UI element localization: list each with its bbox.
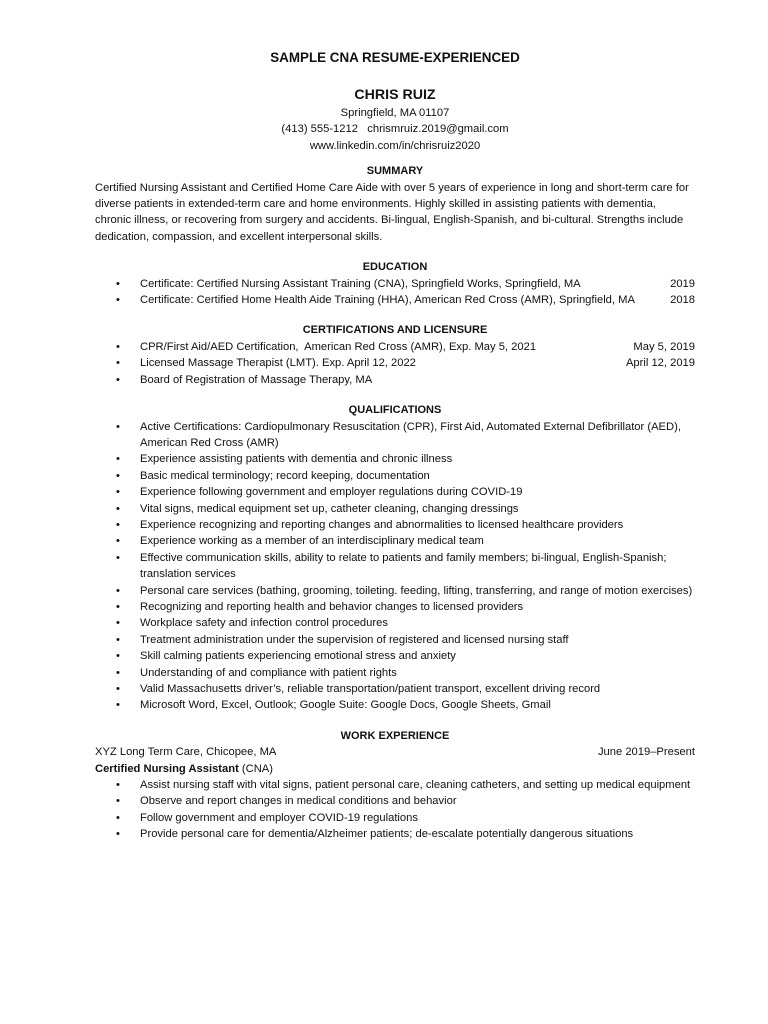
list-item: • Observe and report changes in medical conditions and behavior: [95, 793, 695, 809]
certifications-heading: CERTIFICATIONS AND LICENSURE: [302, 324, 488, 337]
list-item: • Provide personal care for dementia/Alzheimer patients; de-escalate potentially dangerous situations: [95, 826, 695, 842]
certification-item-text: • CPR/First Aid/AED Certification, American Red Cross (AMR), Exp. May 5, 2021: [140, 340, 537, 353]
contact-phone-email: (413) 555-1212 chrismruiz.2019@gmail.com: [281, 123, 509, 136]
certification-item-date: May 5, 2019: [633, 340, 695, 353]
job-title-text: Certified Nursing Assistant: [95, 762, 239, 775]
list-item: • Experience working as a member of an interdisciplinary medical team: [95, 533, 695, 549]
list-item: • Recognizing and reporting health and behavior changes to licensed providers: [95, 599, 695, 615]
list-item: • Personal care services (bathing, grooming, toileting. feeding, lifting, transferring, and range of motion exercises): [95, 583, 695, 599]
list-item: [95, 276, 695, 292]
job-header: [95, 744, 695, 760]
list-item: • Effective communication skills, ability to relate to patients and family members; bi-lingual, English-Spanish; translation services: [95, 550, 695, 583]
list-item: • Experience following government and employer regulations during COVID-19: [95, 484, 695, 500]
list-item: • Treatment administration under the supervision of registered and licensed nursing staff: [95, 632, 695, 648]
work-experience-heading: WORK EXPERIENCE: [340, 729, 450, 742]
job-dates: June 2019–Present: [597, 746, 695, 759]
document-title: SAMPLE CNA RESUME-EXPERIENCED: [270, 50, 520, 65]
list-item: • Valid Massachusetts driver’s, reliable transportation/patient transport, excellent driving record: [95, 681, 695, 697]
certification-item-text: • Licensed Massage Therapist (LMT). Exp. April 12, 2022: [140, 357, 416, 370]
qualifications-list: [95, 419, 695, 714]
job-employer: XYZ Long Term Care, Chicopee, MA: [95, 746, 277, 759]
contact-address: Springfield, MA 01107: [340, 107, 450, 119]
list-item: • Understanding of and compliance with patient rights: [95, 665, 695, 681]
education-item-text: • Certificate: Certified Home Health Aide Training (HHA), American Red Cross (AMR), Springfield, MA: [140, 294, 635, 307]
education-item-text: • Certificate: Certified Nursing Assistant Training (CNA), Springfield Works, Springfield, MA: [140, 277, 581, 290]
list-item: [95, 372, 695, 388]
list-item: • Basic medical terminology; record keeping, documentation: [95, 468, 695, 484]
certifications-list: [95, 339, 695, 388]
summary-heading: SUMMARY: [366, 165, 424, 178]
list-item: • Experience assisting patients with dementia and chronic illness: [95, 451, 695, 467]
education-item-date: 2019: [670, 277, 695, 290]
contact-linkedin: www.linkedin.com/in/chrisruiz2020: [309, 139, 481, 152]
summary-text: Certified Nursing Assistant and Certified Home Care Aide with over 5 years of experience in long and short-term care for diverse patients in extended-term care and home environments. Highly skilled in assisting patients with dementia, chronic illness, or recovering from surgery and accidents. Bi-lingual, English-Spanish, and bi-cultural. Strengths include dedication, compassion, and excellent interpersonal skills.: [95, 181, 689, 243]
qualifications-heading: QUALIFICATIONS: [348, 404, 442, 417]
candidate-name: CHRIS RUIZ: [354, 87, 436, 103]
list-item: • Vital signs, medical equipment set up, catheter cleaning, changing dressings: [95, 501, 695, 517]
job-title-suffix: (CNA): [238, 762, 273, 775]
list-item: • Assist nursing staff with vital signs, patient personal care, cleaning catheters, and setting up medical equipment: [95, 777, 695, 793]
resume-content: [95, 48, 695, 843]
list-item: • Skill calming patients experiencing emotional stress and anxiety: [95, 648, 695, 664]
education-heading: EDUCATION: [362, 261, 428, 274]
list-item: [95, 292, 695, 308]
list-item: • Follow government and employer COVID-19 regulations: [95, 810, 695, 826]
job-title: [95, 761, 695, 777]
list-item: • Active Certifications: Cardiopulmonary Resuscitation (CPR), First Aid, Automated External Defibrillator (AED), American Red Cross (AMR): [95, 419, 695, 452]
list-item: • Experience recognizing and reporting changes and abnormalities to licensed healthcare providers: [95, 517, 695, 533]
list-item: [95, 355, 695, 371]
list-item: • Microsoft Word, Excel, Outlook; Google Suite: Google Docs, Google Sheets, Gmail: [95, 697, 695, 713]
certification-item-text: • Board of Registration of Massage Therapy, MA: [140, 373, 373, 386]
education-list: [95, 276, 695, 309]
certification-item-date: April 12, 2019: [625, 357, 695, 370]
job-duties-list: [95, 777, 695, 843]
list-item: • Workplace safety and infection control procedures: [95, 615, 695, 631]
education-item-date: 2018: [670, 294, 695, 307]
list-item: [95, 339, 695, 355]
